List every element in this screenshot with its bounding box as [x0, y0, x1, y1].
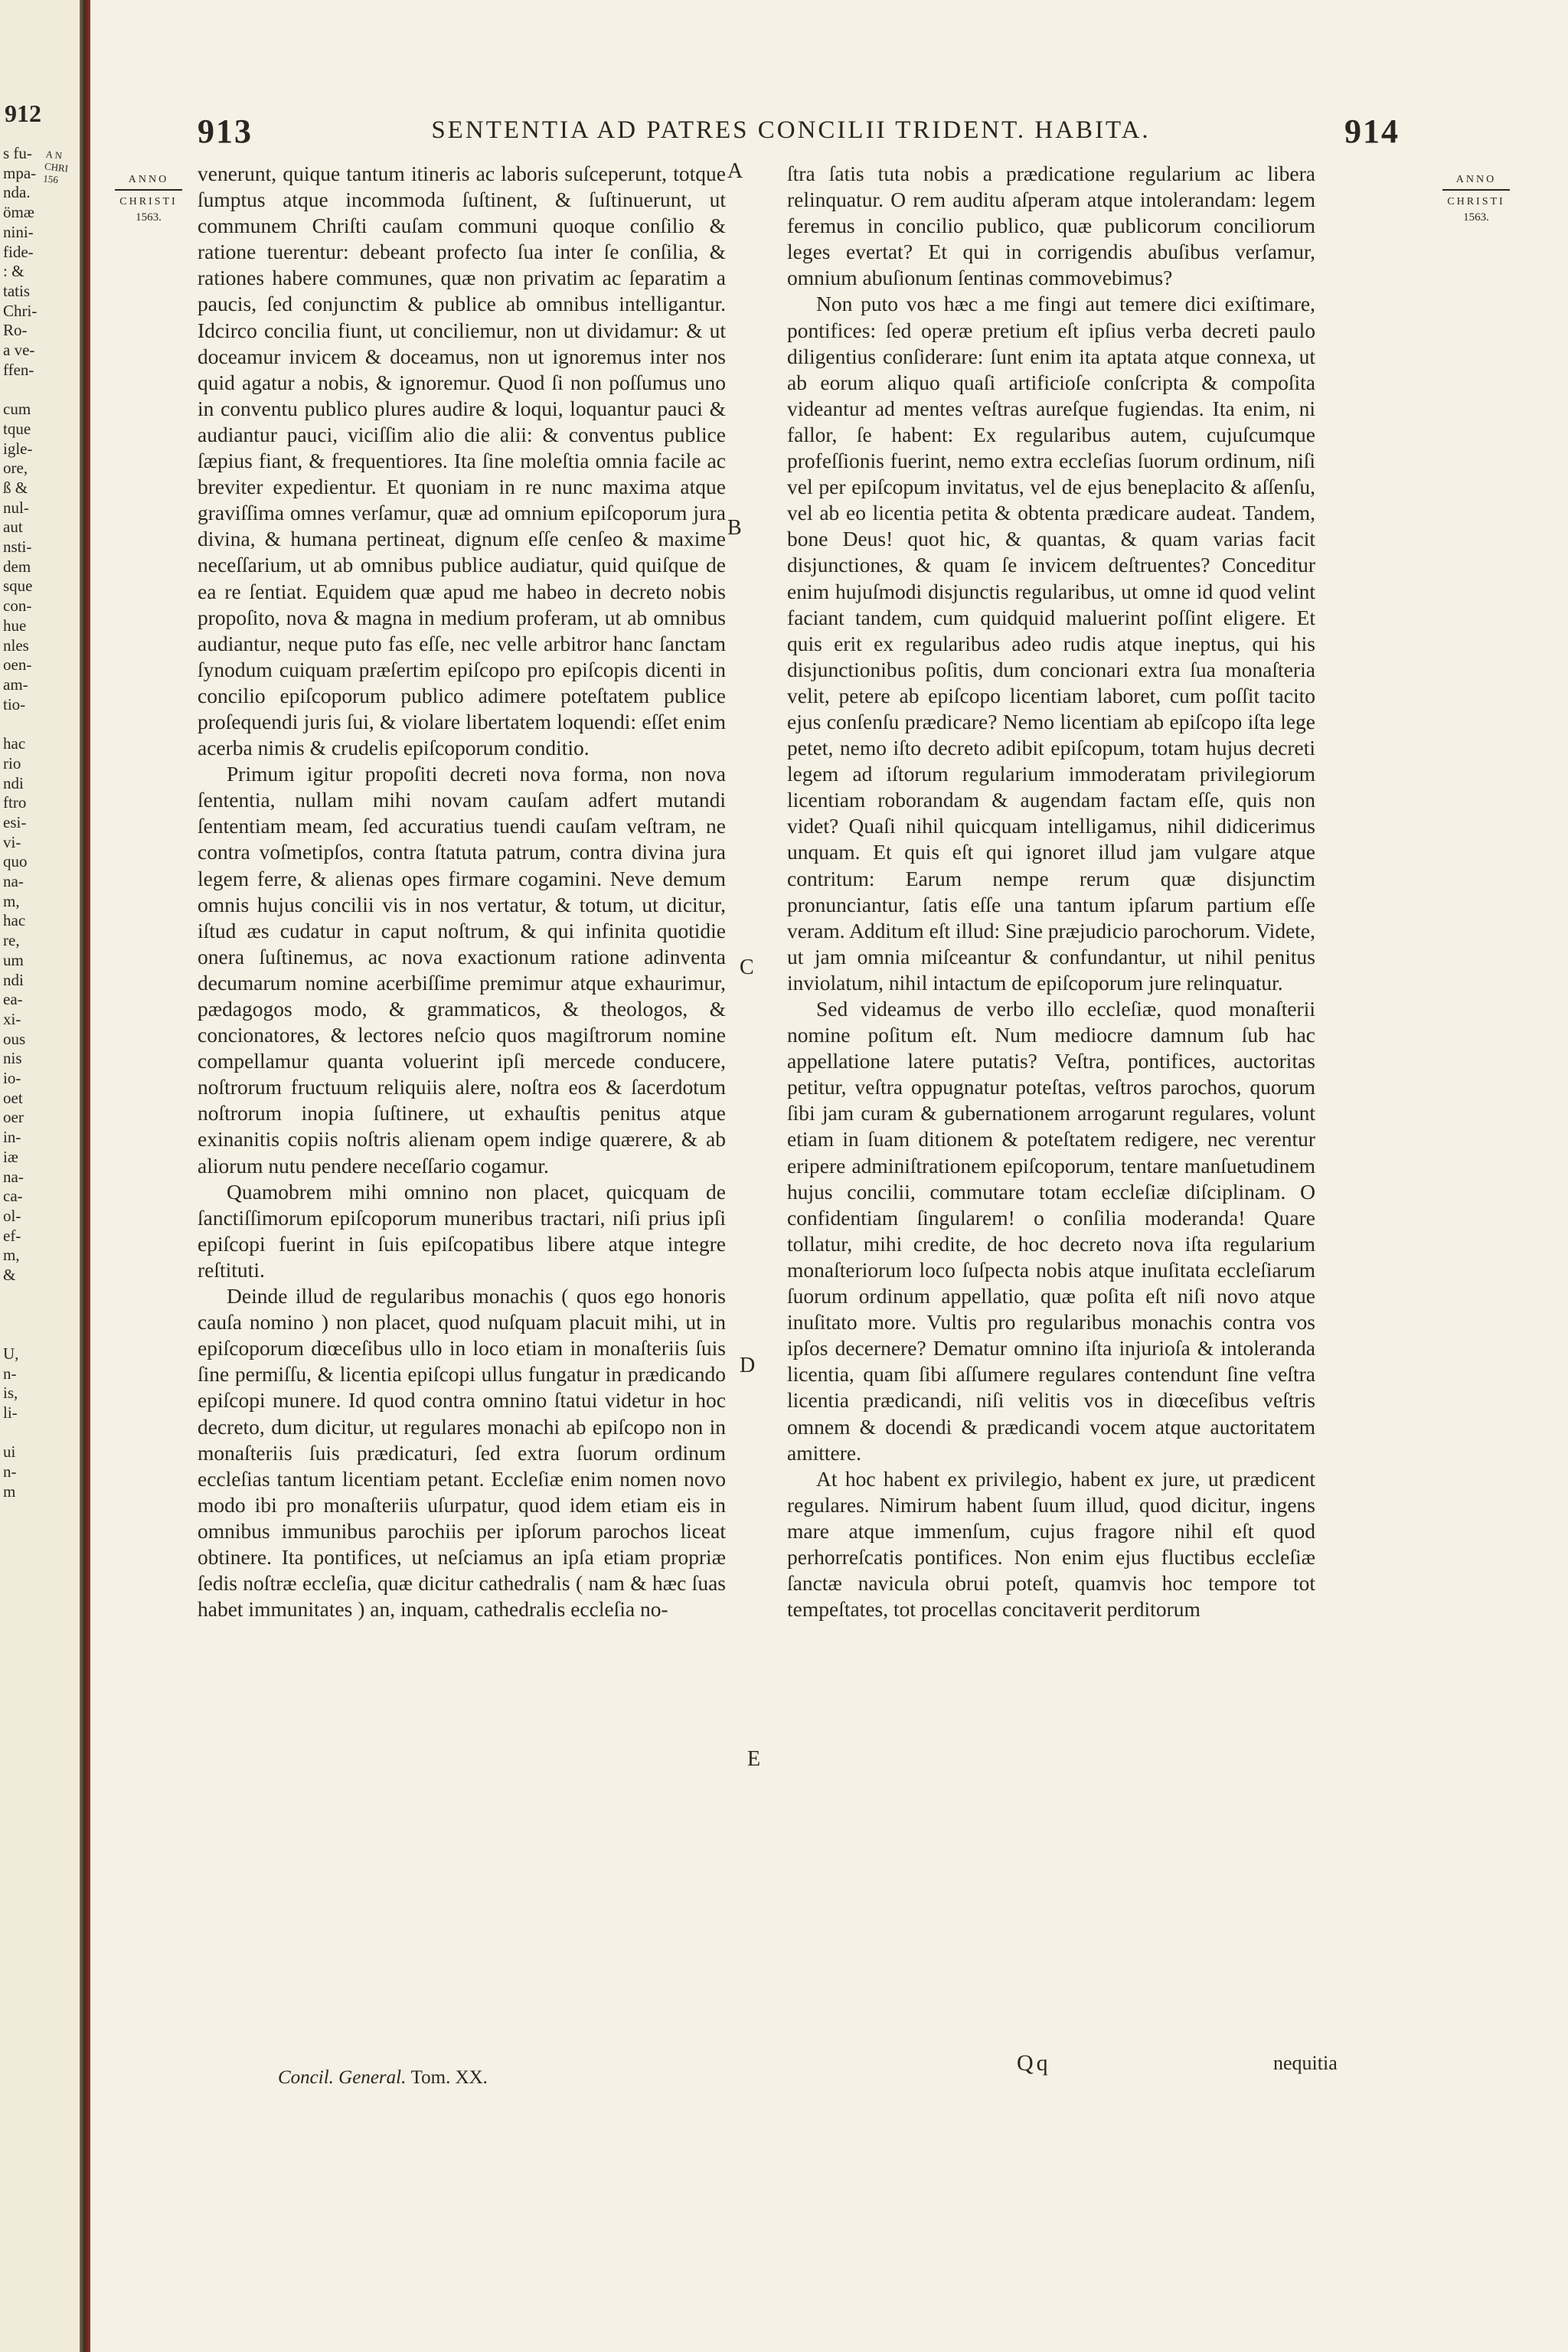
paragraph: At hoc habent ex privilegio, habent ex jure, ut prædicent regulares. Nimirum habent ſuum illud, quod dicitur, ingens mare atque immenſum, cujus fragore nihil eſt quod perhorreſcatis pontifices. Non enim ejus fluctibus eccleſiæ ſanctæ navicula obrui poteſt, quamvis hoc tempore tot tempeſtates, tot procellas concitaverit perditorum: [787, 1466, 1315, 1622]
previous-page-number: 912: [5, 100, 41, 127]
margin-line: sque: [3, 577, 33, 596]
paragraph: Primum igitur propoſiti decreti nova forma, non nova ſententia, nullam mihi novam cauſam adfert mutandi ſententiam meam, ſed accuratius tuendi cauſam veſtram, ne contra voſmetipſos, contra ſtatuta patrum, contra divina jura legem ferre, & alienas opes firmare cogamini. Neve demum omnis hujus concilii vis in nos vertatur, & totum, ut dicitur, iſtud æs cudatur in caput noſtrum, & qui infinita quotidie onera ſuſtinemus, ac nova exactionum ratione adinventa decumarum nomine acerbiſſime premimur atque exhaurimur, pædagogos modo, & grammaticos, & theologos, & concionatores, & lectores neſcio quos magiſtrorum nomine compellamur quanta voluerint ipſi mercede conducere, noſtrorum fructuum reliquiis alere, noſtra eos & ſacerdotum noſtrorum inopia ſuſtinere, ut exhauſtis penitus atque exinanitis copiis noſtris alienam opem indige quærere, & ab aliorum nutu pendere neceſſario cogamur.: [198, 762, 726, 1178]
margin-line: [3, 1305, 77, 1325]
margin-line: ore,: [3, 459, 28, 478]
margin-line: a ve-: [3, 341, 35, 360]
margin-line: tatis: [3, 281, 30, 300]
margin-line: am-: [3, 675, 28, 694]
paragraph: Deinde illud de regularibus monachis ( quos ego honoris cauſa nomino ) non placet, quod nuſquam placuit mihi, ut in epiſcoporum diœceſibus ullo in loco etiam in monaſteriis ſuis ſine permiſſu, & licentia epiſcopi ullus fungatur in prædicando epiſcopi munere. Id quod contra omnino ſtatui videtur in hoc decreto, dum dicitur, ut regulares monachi ab epiſcopo non in monaſteriis ſuis prædicaturi, ſed extra ſuorum ordinum eccleſias tantum licentiam petant. Eccleſiæ enim nomen novo modo ibi pro monaſteriis uſurpatur, quod idem etiam eis in omnibus immunibus parochiis per ipſorum parochos liceat obtinere. Ita pontifices, ut neſciamus an ipſa etiam propriæ ſedis noſtræ eccleſia, quæ dicitur cathedralis ( nam & hæc ſuas habet immunitates ) an, inquam, cathedralis eccleſia no-: [198, 1284, 726, 1622]
margin-line: nda.: [3, 183, 31, 202]
margin-line: ß &: [3, 478, 28, 497]
paragraph: Non puto vos hæc a me fingi aut temere dici exiſtimare, pontifices: ſed operæ pretium eſt ipſius verba decreti paulo diligentius conſiderare: ſunt enim ita aptata atque connexa, ut ab eorum aliquo quaſi artificioſe conſcripta & compoſita videantur ad mentes veſtras aureſque fugiendas. Ita enim, ni fallor, ſe habent: Ex regularibus autem, cujuſcumque profeſſionis fuerint, nemo extra eccleſias ſuorum ordinum, niſi vel per epiſcopum invitatus, vel de ejus beneplacito & aſſenſu, vel ab eo licentia petita & obtenta prædicare audeat. Tandem, bone Deus! quot hic, & quantas, & quam varias facit disjunctiones, & quam ſe invicem deſtruentes? Conceditur enim hujuſmodi disjunctis regularibus, ut omne id quod velint faciant tandem, cum quidquid maluerint poſſint eligere. Et quis erit ex regularibus adeo rudis atque ineptus, qui his disjunctionibus poſitis, dum concionari extra ſua monaſteria velit, petere ab epiſcopo licentiam laboret, cum poſſit tacito ejus conſenſu prædicare? Nemo licentiam ab epiſcopo iſta lege petet, nemo iſto decreto adibit epiſcopum, totam hujus decreti legem ad iſtorum regularium immoderatam privilegiorum licentiam roborandam & augendam factam eſſe, quis non videt? Quaſi nihil quicquam intelligamus, nihil didicerimus unquam. Et quis eſt qui ignoret illud jam vulgare atque contritum: Earum nempe rerum quæ disjunctim pronunciantur, ſatis eſſe una tantum ipſarum partium eſſe veram. Additum eſt illud: Sine præjudicio parochorum. Videte, ut jam omnia miſceantur & confundantur, ut nihil penitus inviolatum, nihil intactum de epiſcoporum jure relinquatur.: [787, 292, 1315, 995]
margin-line: na-: [3, 1167, 24, 1186]
margin-line: nsti-: [3, 537, 32, 557]
margin-note-right: [1438, 172, 1514, 226]
anno-line: A N: [45, 148, 63, 162]
running-head: [198, 112, 1400, 165]
right-column: [787, 161, 1315, 1622]
margin-line: li-: [3, 1403, 18, 1422]
previous-page-anno-note: [43, 149, 85, 189]
margin-line: m,: [3, 1246, 20, 1265]
margin-line: &: [3, 1266, 16, 1285]
margin-line: mpa-: [3, 163, 37, 182]
margin-line: n-: [3, 1364, 17, 1383]
anno-line: 156: [42, 172, 59, 186]
margin-line: io-: [3, 1069, 21, 1088]
margin-line: aut: [3, 518, 23, 537]
margin-line: U,: [3, 1344, 19, 1363]
margin-line: cum: [3, 400, 31, 419]
christi-label: CHRISTI: [119, 196, 178, 207]
year-label: 1563.: [1463, 211, 1489, 224]
margin-line: Ro-: [3, 321, 28, 340]
margin-line: [3, 1423, 77, 1443]
left-column: [198, 161, 726, 1622]
margin-line: n-: [3, 1462, 17, 1481]
margin-line: tio-: [3, 694, 26, 714]
margin-line: hac: [3, 911, 26, 930]
footer-collection: [278, 2067, 488, 2089]
anno-label: ANNO: [1455, 174, 1497, 185]
anno-line: CHRI: [44, 160, 69, 175]
section-letter-d: D: [740, 1354, 756, 1377]
page-number-right: 914: [1344, 113, 1400, 150]
margin-line: ndi: [3, 970, 24, 989]
paragraph: Sed videamus de verbo illo eccleſiæ, quod monaſterii nomine poſitum eſt. Num mediocre damnum ſub hac appellatione latere putatis? Veſtra, pontifices, auctoritas petitur, veſtra oppugnatur poteſtas, veſtros parochos, quorum ſibi jam curam & gubernationem arrogarunt regulares, volunt etiam in ſuam ditionem & poteſtatem redigere, nec verentur eripere adminiſtrationem epiſcoporum, tentare manſuetudinem hujus concilii, commutare totam eccleſiæ diſciplinam. O confidentiam ſingularem! o conſilia moderanda! Quare tollatur, mihi credite, de hoc decreto nova iſta regularium monaſteriorum loco ſuſpecta nobis atque inuſitata eccleſiarum ſuorum ordinum appellatio, quæ poſita eſt niſi novo atque inuſitato more. Vultis pro regularibus monachis contra vos ipſos decernere? Dematur omnino iſta injurioſa & intoleranda licentia, quam ſibi aſſumere regulares contendunt ſine veſtra licentia prædicandi, niſi velitis vos in diœceſibus veſtris omnem & docendi & prædicandi vocem atque auctoritatem amittere.: [787, 997, 1315, 1465]
margin-line: m,: [3, 891, 20, 910]
margin-line: Chri-: [3, 301, 38, 320]
margin-line: fide-: [3, 242, 34, 261]
margin-line: esi-: [3, 812, 27, 831]
paragraph: ſtra ſatis tuta nobis a prædicatione regularium ac libera relinquatur. O rem auditu aſperam atque intolerandam: legem feremus in concilio publico, quæ publicorum conciliorum leges evertat? Et qui in corrigendis abuſibus verſamur, omnium abuſionum ſentinas commovebimus?: [787, 162, 1315, 290]
previous-page-margin-text: [3, 144, 77, 1502]
margin-line: nis: [3, 1049, 22, 1068]
margin-line: hac: [3, 734, 26, 753]
section-letter-a: A: [727, 159, 743, 183]
margin-line: quo: [3, 852, 28, 871]
margin-line: um: [3, 950, 24, 969]
margin-line: [3, 1325, 77, 1344]
anno-label: ANNO: [128, 174, 169, 185]
running-title: SENTENTIA AD PATRES CONCILII TRIDENT. HABITA.: [431, 116, 1151, 144]
margin-line: ui: [3, 1442, 16, 1462]
margin-line: [3, 380, 77, 400]
margin-line: dem: [3, 557, 31, 576]
catchword: nequitia: [1273, 2052, 1338, 2074]
margin-line: nini-: [3, 222, 34, 241]
margin-line: ef-: [3, 1226, 21, 1245]
margin-line: ca-: [3, 1187, 23, 1206]
margin-line: xi-: [3, 1009, 21, 1028]
margin-line: [3, 1285, 77, 1305]
year-label: 1563.: [136, 211, 162, 224]
previous-page-edge: [0, 0, 84, 2352]
margin-line: iæ: [3, 1147, 18, 1166]
page: [90, 0, 1568, 2352]
margin-line: na-: [3, 872, 24, 891]
collection-title: Concil. General.: [278, 2067, 407, 2088]
section-letter-e: E: [747, 1747, 761, 1771]
margin-line: : &: [3, 262, 24, 281]
margin-line: m: [3, 1481, 16, 1501]
margin-line: [3, 714, 77, 734]
margin-line: oen-: [3, 655, 32, 675]
paragraph: Quamobrem mihi omnino non placet, quicquam de ſanctiſſimorum epiſcoporum muneribus tractari, niſi prius ipſi epiſcopi fuerint in ſuis epiſcopatibus libere atque integre reſtituti.: [198, 1179, 726, 1282]
signature-mark: Qq: [1017, 2050, 1051, 2076]
tome-label: Tom. XX.: [410, 2067, 488, 2088]
margin-line: ömæ: [3, 203, 34, 222]
margin-line: con-: [3, 596, 32, 616]
margin-line: ous: [3, 1029, 26, 1048]
margin-line: nles: [3, 635, 29, 655]
margin-line: re,: [3, 931, 20, 950]
margin-line: vi-: [3, 832, 21, 851]
margin-line: hue: [3, 616, 27, 635]
section-letter-b: B: [727, 516, 742, 540]
margin-line: in-: [3, 1128, 21, 1147]
book-gutter: [80, 0, 90, 2352]
margin-line: ndi: [3, 773, 24, 792]
margin-line: oet: [3, 1088, 23, 1107]
margin-line: rio: [3, 753, 21, 773]
margin-line: oer: [3, 1108, 24, 1127]
margin-line: ea-: [3, 990, 23, 1009]
margin-line: nul-: [3, 498, 29, 517]
margin-line: ffen-: [3, 360, 34, 379]
margin-line: ftro: [3, 793, 27, 812]
margin-line: is,: [3, 1383, 18, 1403]
margin-line: s fu-: [3, 144, 32, 162]
christi-label: CHRISTI: [1447, 196, 1505, 207]
margin-line: igle-: [3, 439, 33, 458]
paragraph: venerunt, quique tantum itineris ac laboris suſceperunt, totque ſumptus atque incommoda ſuſtinent, & ſuſtinuerunt, ut communem Chriſti cauſam communi quoque conſilio & ratione tuerentur: debeant profecto ſua inter ſe conſilia, & rationes habere communes, quæ non privatim ac ſeparatim a paucis, ſed conjunctim & publice ab omnibus intelligantur. Idcirco concilia fiunt, ut conciliemur, non ut dividamur: & ut doceamur invicem & doceamus, non ut ignoremus inter nos quid agatur a nobis, & ignoremur. Quod ſi non poſſumus uno in conventu publico plures audire & loqui, loquantur pauci & audiantur pauci, viciſſim alio die alii: & conventus publice ſæpius fiant, & frequentiores. Ita ſine moleſtia omnia facile ac breviter expedientur. Et quoniam in re nunc maxima atque graviſſima omnes verſamur, quæ ad omnium epiſcoporum jura divina, & humana pertineat, dignum eſſe cenſeo & maxime neceſſarium, ut ab omnibus publice audiatur, quid quiſque de ea re ſentiat. Equidem quæ apud me habeo in decreto nobis propoſito, nova & magna in medium proferam, ut ab omnibus audiantur, neque puto fas eſſe, nec velle arbitror hanc ſanctam ſynodum cuiquam præſertim epiſcopo pro epiſcopis dicenti in concilio epiſcoporum publico adimere poteſtatem publice proſequendi juris ſui, & violare libertatem loquendi: eſſet enim acerba nimis & crudelis epiſcoporum conditio.: [198, 162, 726, 760]
page-number-left: 913: [198, 113, 253, 150]
margin-line: tque: [3, 419, 31, 438]
section-letter-c: C: [740, 956, 754, 979]
margin-line: ol-: [3, 1206, 21, 1225]
margin-note-left: [110, 172, 187, 226]
